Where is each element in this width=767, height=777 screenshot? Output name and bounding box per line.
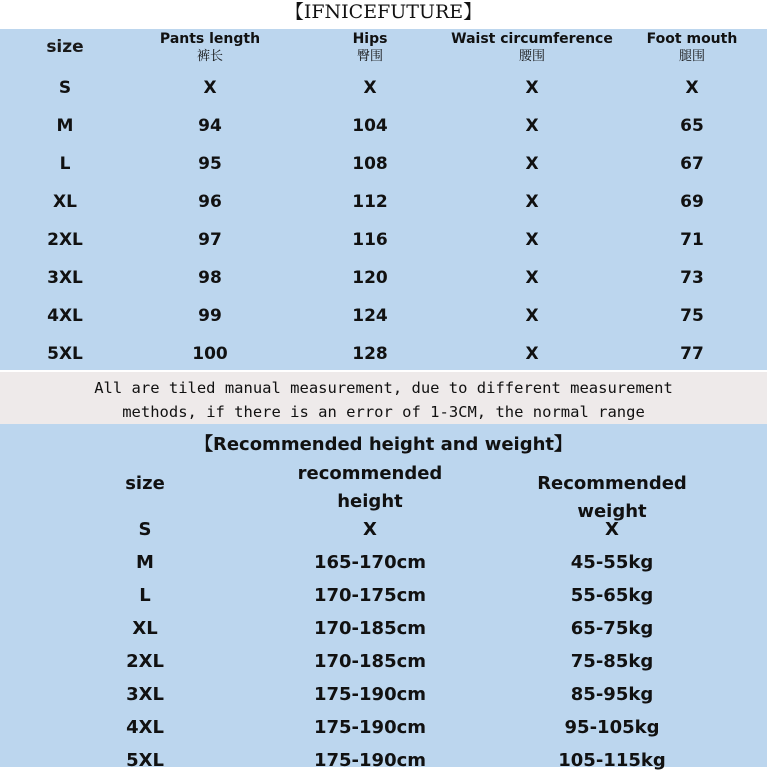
size-row [0, 259, 767, 297]
rec-row [0, 678, 767, 711]
rec-row [0, 579, 767, 612]
cell-pants-length: 100 [192, 344, 228, 364]
size-row [0, 183, 767, 221]
rec-cell-height: 170-185cm [313, 651, 427, 672]
rec-cell-height: 175-190cm [313, 684, 427, 705]
header-size: size [46, 37, 84, 57]
rec-row [0, 513, 767, 546]
cell-hips: 116 [352, 230, 388, 250]
cell-size: 2XL [47, 230, 83, 250]
brand-title: 【IFNICEFUTURE】 [0, 0, 767, 29]
rec-row [0, 711, 767, 744]
rec-header-size: size [125, 473, 165, 494]
rec-cell-height: 165-170cm [313, 552, 427, 573]
cell-hips: 124 [352, 306, 388, 326]
rec-row [0, 612, 767, 645]
rec-cell-height: 175-190cm [313, 750, 427, 771]
rec-cell-weight: 75-85kg [570, 651, 654, 672]
rec-cell-weight: 95-105kg [564, 717, 660, 738]
size-row [0, 221, 767, 259]
rec-cell-height: X [363, 519, 377, 540]
cell-foot-mouth: 65 [680, 116, 704, 136]
cell-foot-mouth: 67 [680, 154, 704, 174]
cell-waist: X [525, 344, 539, 364]
size-chart-table [0, 29, 767, 370]
cell-pants-length: 96 [198, 192, 222, 212]
cell-waist: X [525, 230, 539, 250]
rec-cell-height: 175-190cm [313, 717, 427, 738]
rec-row [0, 546, 767, 579]
cell-waist: X [525, 154, 539, 174]
cell-pants-length: 99 [198, 306, 222, 326]
cell-pants-length: 94 [198, 116, 222, 136]
rec-cell-size: 3XL [126, 684, 164, 705]
size-row [0, 145, 767, 183]
cell-hips: 104 [352, 116, 388, 136]
header-pants-length: Pants length 裤长 [159, 31, 261, 64]
recommendation-title: 【Recommended height and weight】 [194, 434, 573, 455]
cell-hips: 112 [352, 192, 388, 212]
cell-foot-mouth: 75 [680, 306, 704, 326]
size-row [0, 335, 767, 373]
cell-waist: X [525, 116, 539, 136]
cell-size: 5XL [47, 344, 83, 364]
cell-foot-mouth: 71 [680, 230, 704, 250]
cell-size: 4XL [47, 306, 83, 326]
cell-foot-mouth: 69 [680, 192, 704, 212]
cell-foot-mouth: 77 [680, 344, 704, 364]
rec-cell-weight: X [605, 519, 619, 540]
size-row [0, 297, 767, 335]
cell-size: XL [53, 192, 77, 212]
cell-pants-length: X [203, 78, 217, 98]
header-hips: Hips 臀围 [352, 31, 388, 64]
rec-cell-height: 170-185cm [313, 618, 427, 639]
cell-foot-mouth: X [685, 78, 699, 98]
rec-cell-weight: 55-65kg [570, 585, 654, 606]
cell-waist: X [525, 268, 539, 288]
cell-waist: X [525, 78, 539, 98]
rec-cell-height: 170-175cm [313, 585, 427, 606]
size-row [0, 107, 767, 145]
cell-pants-length: 98 [198, 268, 222, 288]
rec-cell-weight: 45-55kg [570, 552, 654, 573]
measurement-note [0, 372, 767, 424]
rec-row [0, 645, 767, 678]
rec-cell-size: L [139, 585, 151, 606]
header-foot-mouth: Foot mouth 腿围 [646, 31, 738, 64]
cell-hips: 108 [352, 154, 388, 174]
cell-hips: X [363, 78, 377, 98]
rec-cell-weight: 85-95kg [570, 684, 654, 705]
cell-foot-mouth: 73 [680, 268, 704, 288]
cell-pants-length: 95 [198, 154, 222, 174]
note-line-1: All are tiled manual measurement, due to different measurement [94, 379, 673, 397]
rec-cell-size: 5XL [126, 750, 164, 771]
recommendation-table [0, 424, 767, 771]
rec-cell-weight: 105-115kg [558, 750, 666, 771]
cell-size: M [56, 116, 74, 136]
rec-cell-size: M [136, 552, 154, 573]
rec-cell-size: 2XL [126, 651, 164, 672]
cell-pants-length: 97 [198, 230, 222, 250]
rec-header-weight: Recommended weight [537, 473, 687, 522]
header-waist: Waist circumference 腰围 [451, 31, 613, 64]
cell-size: 3XL [47, 268, 83, 288]
rec-header-height: recommended height [297, 463, 443, 512]
rec-cell-size: XL [132, 618, 158, 639]
cell-size: S [58, 78, 72, 98]
cell-waist: X [525, 306, 539, 326]
cell-size: L [59, 154, 71, 174]
rec-cell-weight: 65-75kg [570, 618, 654, 639]
cell-waist: X [525, 192, 539, 212]
rec-cell-size: S [138, 519, 152, 540]
rec-cell-size: 4XL [126, 717, 164, 738]
note-line-2: methods, if there is an error of 1-3CM, the normal range [122, 403, 645, 421]
rec-row [0, 744, 767, 777]
cell-hips: 128 [352, 344, 388, 364]
size-row [0, 69, 767, 107]
size-chart-header-row [0, 29, 767, 69]
cell-hips: 120 [352, 268, 388, 288]
